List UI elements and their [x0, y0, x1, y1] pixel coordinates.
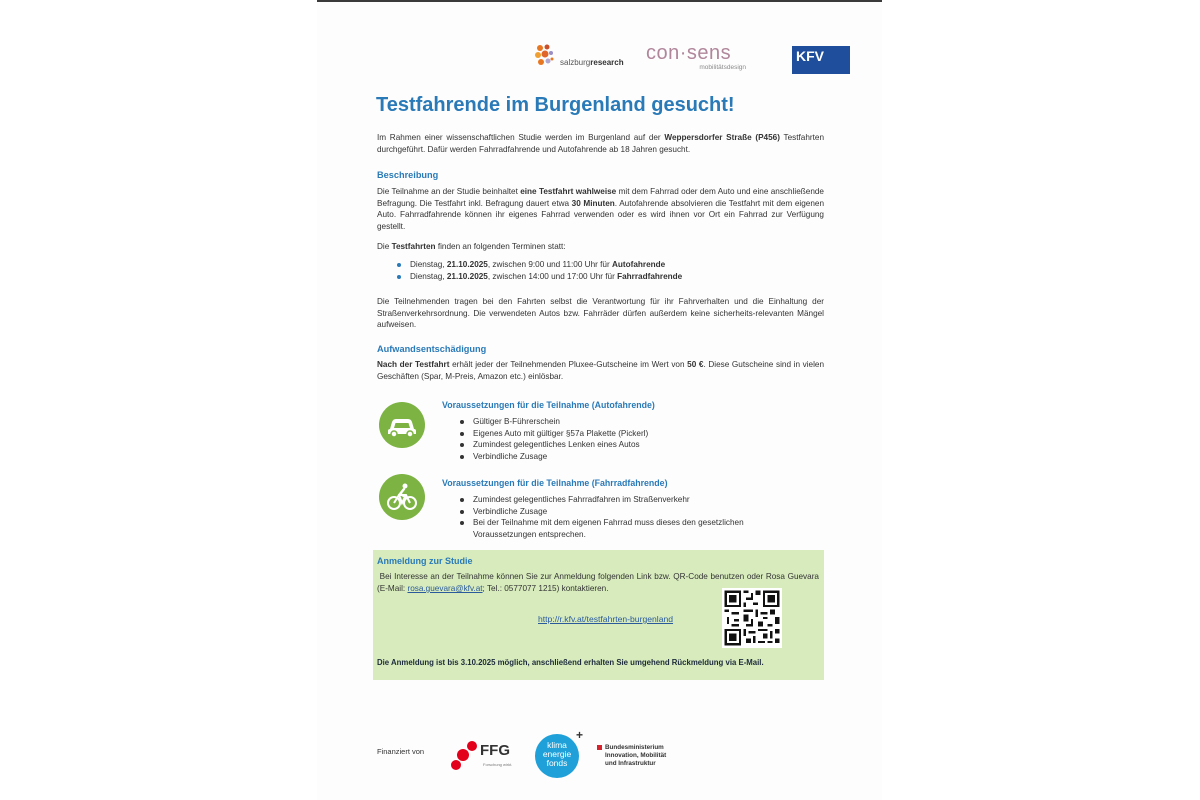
- anmeldung-text: Bei Interesse an der Teilnahme können Sie zur Anmeldung folgenden Link bzw. QR-Code benutzen oder Rosa Guevara (E-Mail: rosa.guevara@kfv.at; Tel.: 0577077 1215) kontaktieren.: [377, 572, 819, 593]
- verantwortung-paragraph: Die Teilnehmenden tragen bei den Fahrten selbst die Verantwortung für ihr Fahrverhalten und die Einhaltung der Straßenverkehrsordnung. Die verwendeten Autos bzw. Fahrräder dürfen außerdem keine sicherheits-relevanten Mängel aufweisen.: [377, 297, 824, 330]
- ffg-logo: [450, 740, 520, 774]
- kfv-wordmark: KFV: [796, 48, 824, 64]
- list-item: Dienstag, 21.10.2025, zwischen 9:00 und 11:00 Uhr für Autofahrende: [397, 259, 682, 271]
- beschreibung-paragraph: Die Teilnahme an der Studie beinhaltet eine Testfahrt wahlweise mit dem Fahrrad oder dem Auto und eine anschließende Befragung. Die Testfahrt inkl. Befragung dauert etwa 30 Minuten. Autofahrende absolvieren die Testfahrt mit dem eigenen Auto. Fahrradfahrende können ihr eigenes Fahrrad verwenden oder es wird ihnen vor Ort ein Fahrrad zur Verfügung gestellt.: [377, 187, 824, 231]
- termine-intro: Die Testfahrten finden an folgenden Terminen statt:: [377, 242, 566, 251]
- list-item: Gültiger B-Führerschein: [460, 416, 648, 428]
- bmimi-logo: [605, 744, 666, 768]
- salzburg-research-logo: [534, 42, 626, 72]
- kfv-logo: [792, 46, 850, 74]
- aufwand-paragraph: Nach der Testfahrt erhält jeder der Teilnehmenden Pluxee-Gutscheine im Wert von 50 €. Diese Gutscheine sind in vielen Geschäften (Spar, M-Preis, Amazon etc.) einlösbar.: [377, 360, 825, 381]
- salzburg-research-wordmark: salzburgresearch: [560, 58, 624, 67]
- termine-list: [397, 259, 682, 282]
- fonds-line: fonds: [546, 758, 568, 768]
- klima-plus: +: [576, 728, 584, 742]
- ffg-wordmark: FFG: [480, 742, 510, 759]
- austria-flag-icon: [597, 745, 602, 750]
- registration-link[interactable]: http://r.kfv.at/testfahrten-burgenland: [538, 614, 674, 624]
- list-item: Zumindest gelegentliches Lenken eines Autos: [460, 439, 648, 451]
- anmeldung-box: [373, 550, 824, 680]
- email-link[interactable]: rosa.guevara@kfv.at: [407, 584, 483, 593]
- ffg-mark-icon: [450, 740, 480, 772]
- bm-line-2: Innovation, Mobilität: [605, 752, 667, 759]
- bm-line-1: Bundesministerium: [605, 744, 664, 751]
- req-auto-heading: Voraussetzungen für die Teilnahme (Autofahrende): [442, 400, 655, 410]
- list-item: Verbindliche Zusage: [460, 451, 648, 463]
- aufwand-heading: Aufwandsentschädigung: [377, 344, 487, 354]
- list-item: Verbindliche Zusage: [460, 506, 790, 518]
- page-title: Testfahrende im Burgenland gesucht!: [376, 94, 735, 116]
- ffg-tagline: Forschung wirkt.: [483, 762, 513, 767]
- list-item: Dienstag, 21.10.2025, zwischen 14:00 und 17:00 Uhr für Fahrradfahrende: [397, 271, 682, 283]
- consens-wordmark: con·sens: [646, 42, 732, 64]
- beschreibung-heading: Beschreibung: [377, 170, 439, 180]
- qr-code-icon[interactable]: [722, 588, 782, 648]
- header-logos: [534, 42, 854, 76]
- bm-line-3: und Infrastruktur: [605, 760, 656, 767]
- consens-subtitle: mobilitätsdesign: [699, 64, 746, 71]
- anmeldung-heading: Anmeldung zur Studie: [377, 556, 473, 566]
- energie-line: energie: [542, 749, 572, 759]
- req-bike-heading: Voraussetzungen für die Teilnahme (Fahrradfahrende): [442, 478, 668, 488]
- list-item: Zumindest gelegentliches Fahrradfahren im Straßenverkehr: [460, 494, 790, 506]
- klima-line: klima: [547, 740, 567, 750]
- funding-label: Finanziert von: [377, 747, 425, 756]
- list-item: Bei der Teilnahme mit dem eigenen Fahrrad muss dieses den gesetzlichen Voraussetzungen entsprechen.: [460, 517, 790, 540]
- intro-paragraph: Im Rahmen einer wissenschaftlichen Studie werden im Burgenland auf der Weppersdorfer Straße (P456) Testfahrten durchgeführt. Dafür werden Fahrradfahrende und Autofahrende ab 18 Jahren gesucht.: [377, 133, 824, 154]
- car-icon: [379, 402, 425, 448]
- anmeldung-deadline: Die Anmeldung ist bis 3.10.2025 möglich, anschließend erhalten Sie umgehend Rückmeldung via E-Mail.: [377, 658, 764, 667]
- req-bike-list: [460, 494, 790, 540]
- salzburg-research-mark-icon: [534, 42, 556, 68]
- flyer-page: [317, 0, 882, 800]
- bicycle-icon: [379, 474, 425, 520]
- consens-logo: [646, 42, 756, 71]
- list-item: Eigenes Auto mit gültiger §57a Plakette (Pickerl): [460, 428, 648, 440]
- klima-energie-fonds-logo: [535, 734, 579, 778]
- req-auto-list: [460, 416, 648, 462]
